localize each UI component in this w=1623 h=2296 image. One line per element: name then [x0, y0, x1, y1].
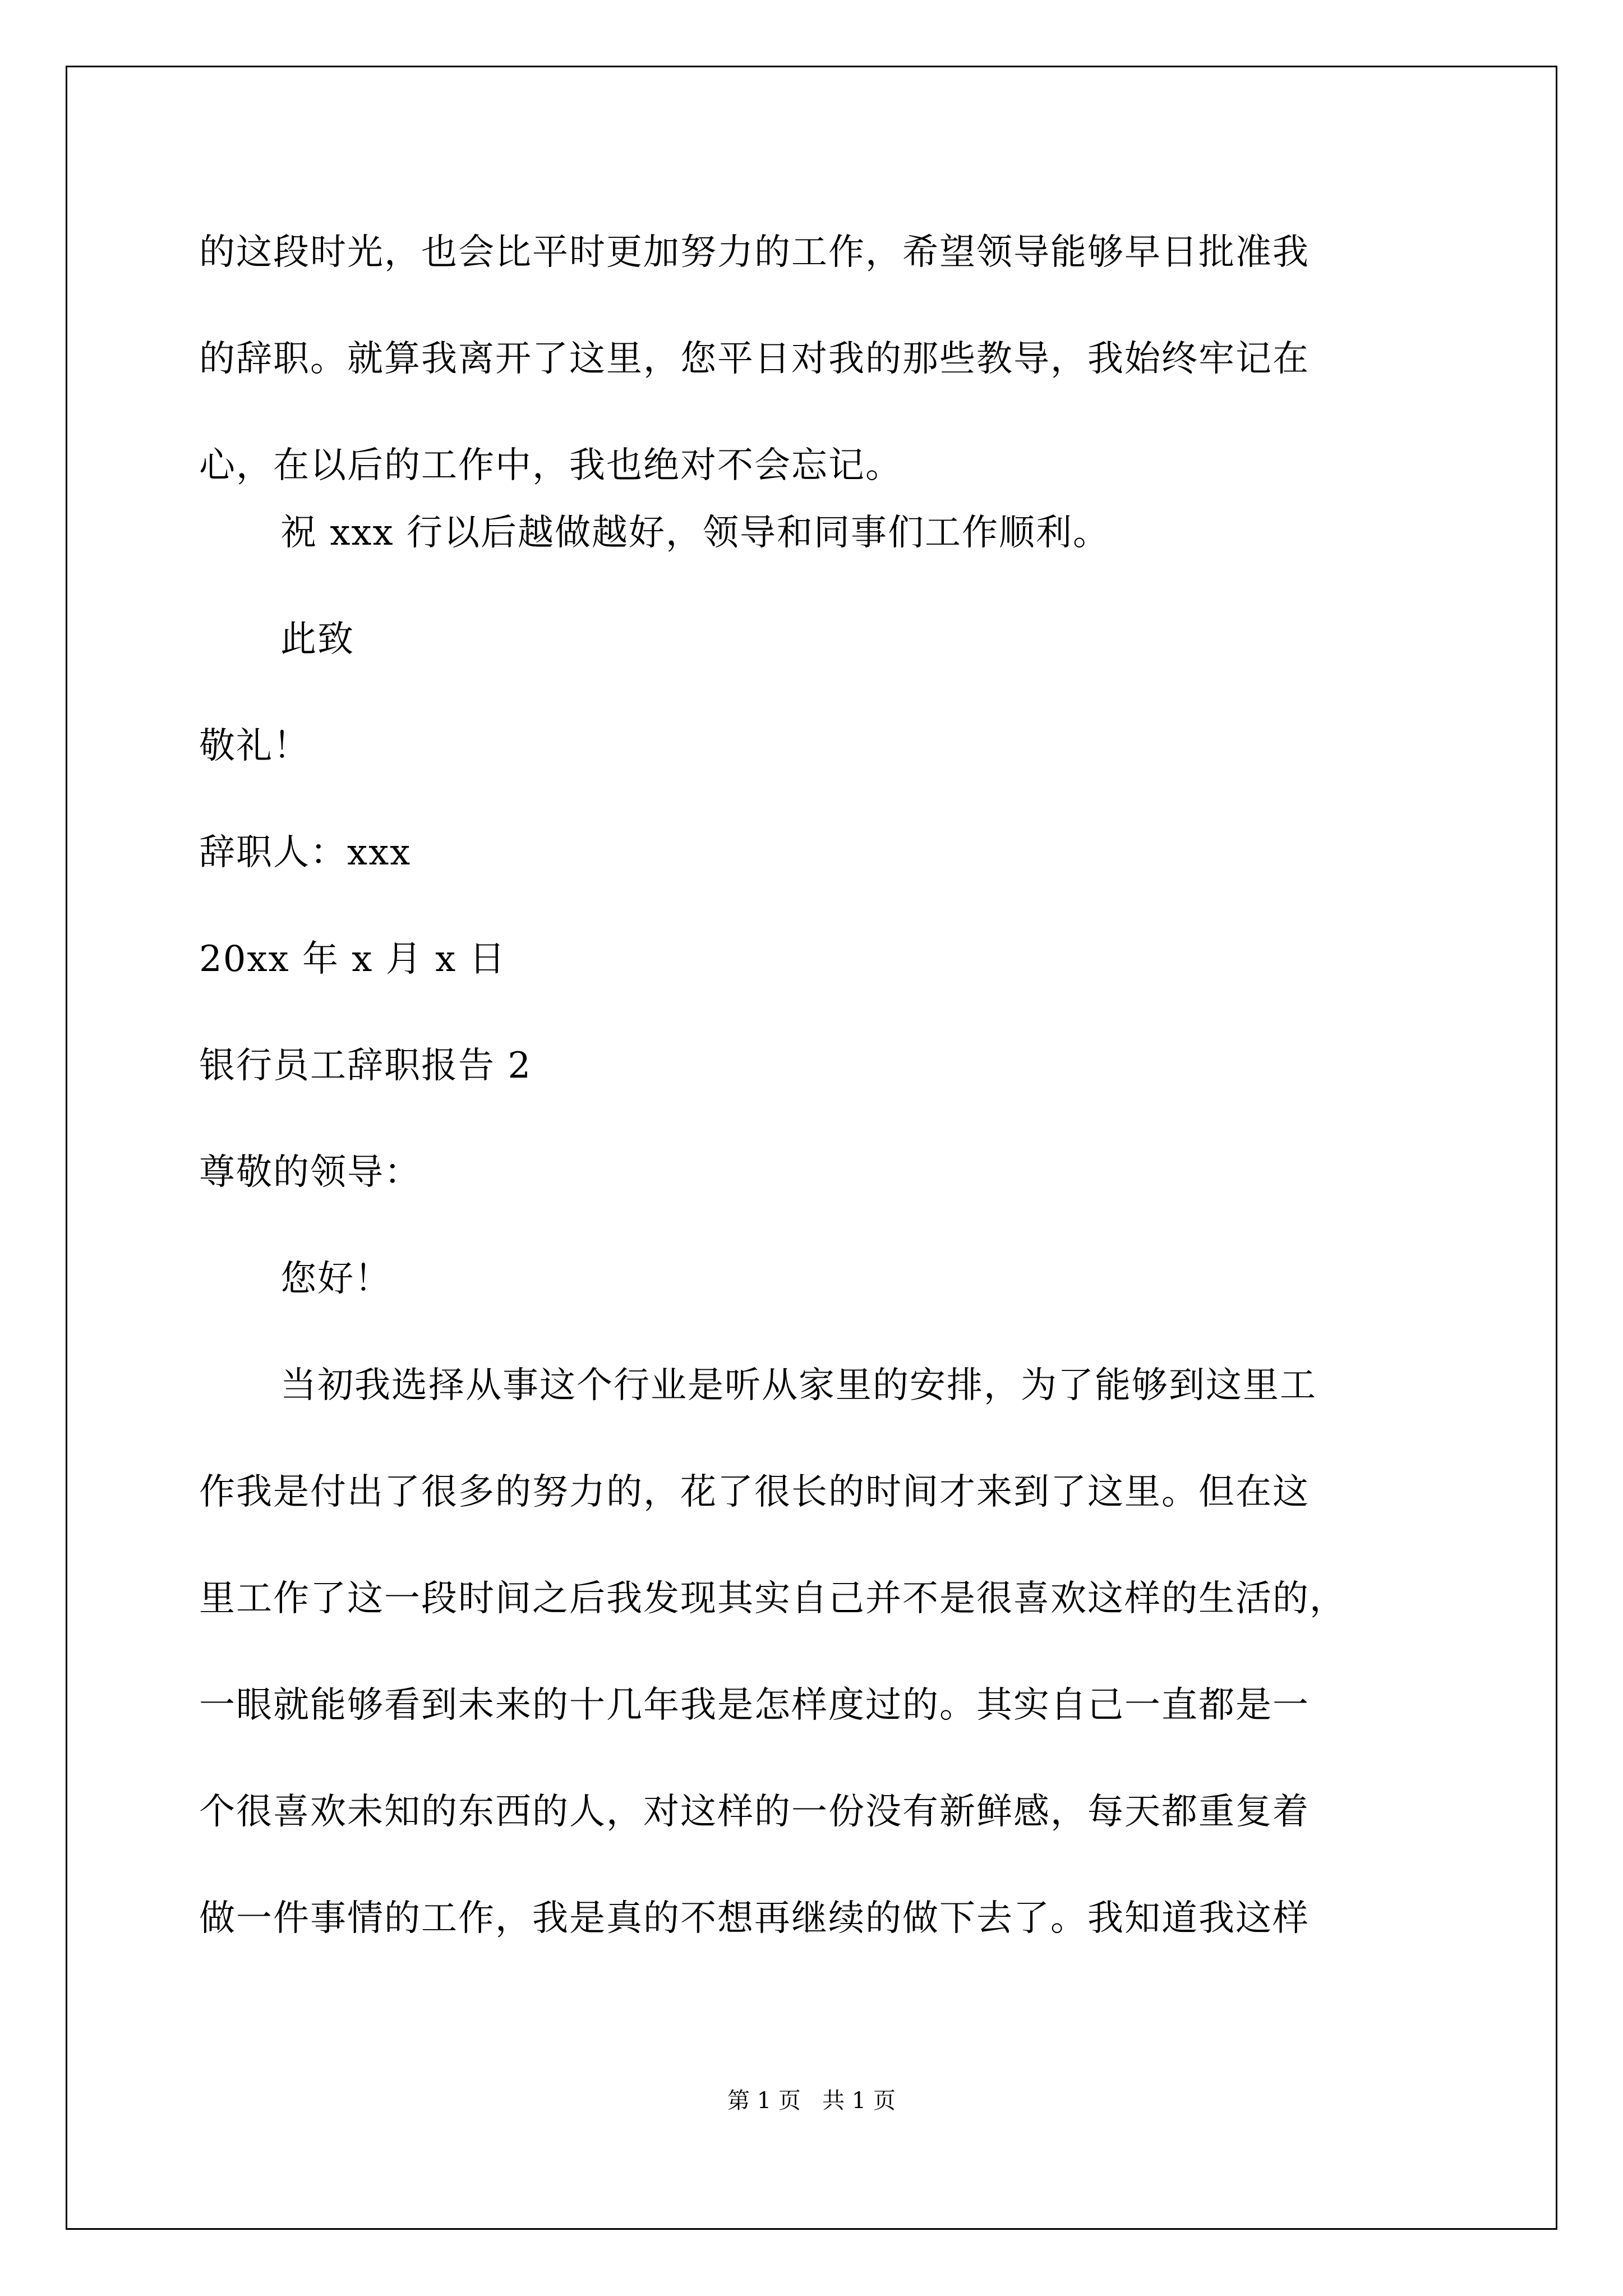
wish-line: 祝 xxx 行以后越做越好，领导和同事们工作顺利。: [280, 512, 1110, 554]
body-line: 里工作了这一段时间之后我发现其实自己并不是很喜欢这样的生活的，: [199, 1578, 1347, 1619]
salute-line: 敬礼！: [199, 725, 310, 767]
body-line: 的这段时光，也会比平时更加努力的工作，希望领导能够早日批准我: [199, 232, 1310, 273]
body-line: 当初我选择从事这个行业是听从家里的安排，为了能够到这里工: [280, 1365, 1317, 1406]
body-line: 的辞职。就算我离开了这里，您平日对我的那些教导，我始终牢记在: [199, 338, 1310, 380]
signer-line: 辞职人：xxx: [199, 832, 412, 873]
addressee-line: 尊敬的领导：: [199, 1152, 421, 1193]
body-line: 个很喜欢未知的东西的人，对这样的一份没有新鲜感，每天都重复着: [199, 1791, 1310, 1833]
body-line: 做一件事情的工作，我是真的不想再继续的做下去了。我知道我这样: [199, 1898, 1310, 1939]
closing-line: 此致: [280, 619, 354, 660]
body-line: 作我是付出了很多的努力的，花了很长的时间才来到了这里。但在这: [199, 1471, 1310, 1513]
section-title: 银行员工辞职报告 2: [199, 1045, 532, 1087]
date-line: 20xx 年 x 月 x 日: [199, 938, 506, 980]
greeting-line: 您好！: [280, 1258, 391, 1300]
body-line: 心，在以后的工作中，我也绝对不会忘记。: [199, 445, 902, 486]
page-footer: 第 1 页 共 1 页: [727, 2088, 896, 2114]
body-line: 一眼就能够看到未来的十几年我是怎样度过的。其实自己一直都是一: [199, 1685, 1310, 1726]
